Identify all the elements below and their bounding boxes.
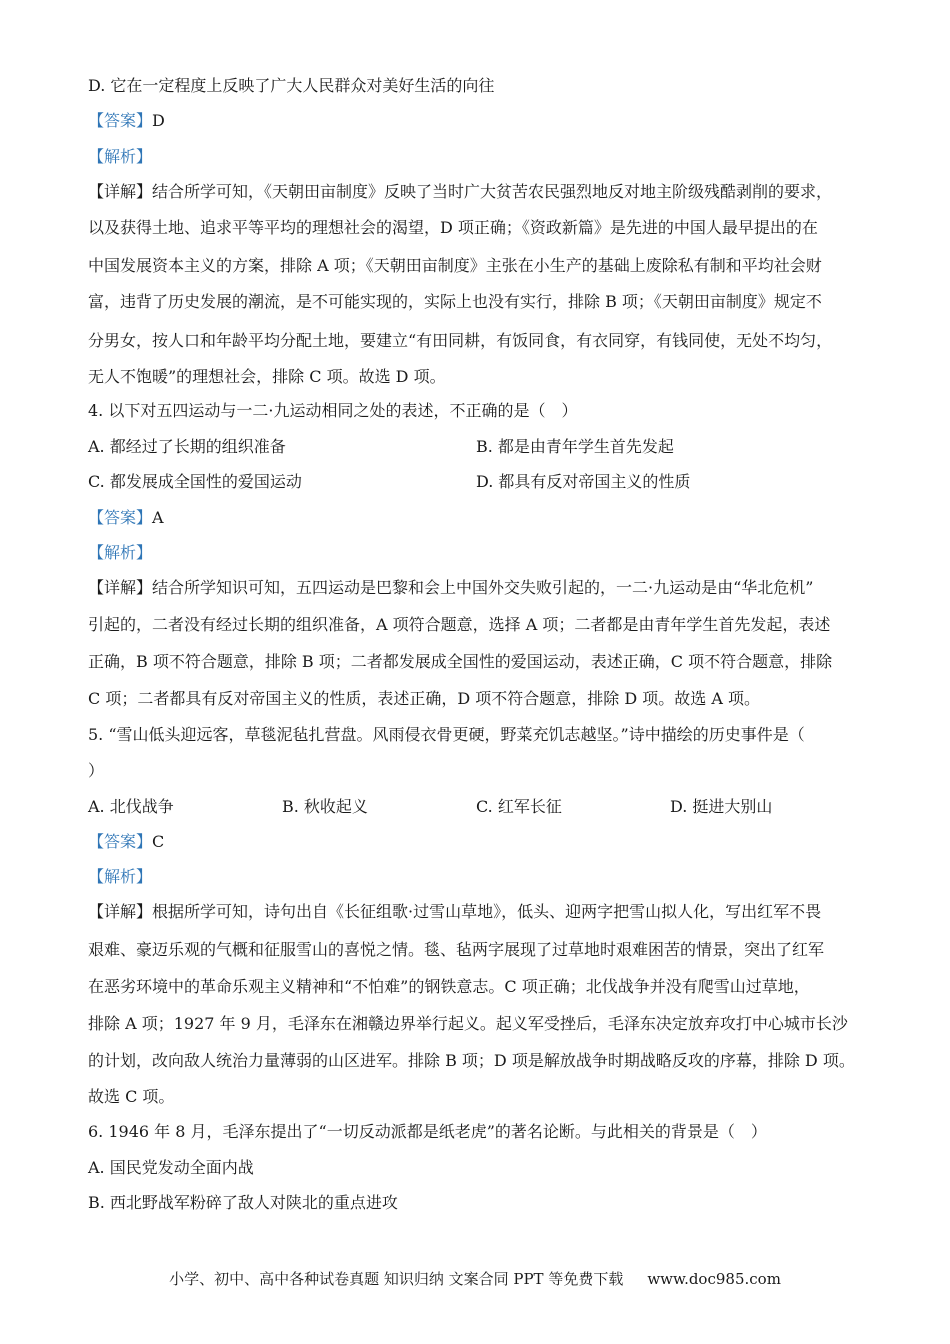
answer-tag: 【答案】 bbox=[88, 111, 153, 130]
q3-detail-line: 富，违背了历史发展的潮流，是不可能实现的，实际上也没有实行，排除 B 项；《天朝田亩制度》规定不 bbox=[88, 292, 822, 311]
q5-option-a: A. 北伐战争 bbox=[88, 797, 174, 816]
answer-tag: 【答案】 bbox=[88, 832, 153, 851]
q4-detail-line: 正确，B 项不符合题意，排除 B 项；二者都发展成全国性的爱国运动，表述正确，C 项不符合题意，排除 bbox=[88, 652, 833, 671]
q4-answer bbox=[88, 508, 878, 528]
q5-detail-line: 艰难、豪迈乐观的气概和征服雪山的喜悦之情。毯、毡两字展现了过草地时艰难困苦的情景，突出了红军 bbox=[88, 940, 825, 959]
q5-option-b: B. 秋收起义 bbox=[282, 797, 368, 816]
detail-tag: 【详解】 bbox=[88, 902, 153, 921]
q3-detail-line: 以及获得土地、追求平等平均的理想社会的渴望，D 项正确；《资政新篇》是先进的中国人最早提出的在 bbox=[88, 218, 818, 237]
detail-text: 结合所学可知，《天朝田亩制度》反映了当时广大贫苦农民强烈地反对地主阶级残酷剥削的要求， bbox=[152, 182, 833, 201]
q3-answer bbox=[88, 111, 878, 131]
q5-detail-line bbox=[88, 902, 878, 922]
detail-text: 根据所学可知，诗句出自《长征组歌·过雪山草地》，低头、迎两字把雪山拟人化，写出红军不畏 bbox=[152, 902, 822, 921]
q3-detail-line bbox=[88, 182, 878, 202]
detail-text: 结合所学知识可知，五四运动是巴黎和会上中国外交失败引起的，一二·九运动是由“华北危机” bbox=[152, 578, 814, 597]
answer-value: D bbox=[152, 111, 165, 130]
footer-text: 小学、初中、高中各种试卷真题 知识归纳 文案合同 PPT 等免费下载 bbox=[169, 1270, 624, 1288]
q4-option-d: D. 都具有反对帝国主义的性质 bbox=[476, 472, 691, 491]
answer-value: C bbox=[152, 832, 165, 851]
q5-option-c: C. 红军长征 bbox=[476, 797, 562, 816]
q4-option-b: B. 都是由青年学生首先发起 bbox=[476, 437, 674, 456]
q6-stem: 6. 1946 年 8 月，毛泽东提出了“一切反动派都是纸老虎”的著名论断。与此相关的背景是（ ） bbox=[88, 1122, 767, 1141]
detail-tag: 【详解】 bbox=[88, 182, 153, 201]
q3-detail-line: 无人不饱暖”的理想社会，排除 C 项。故选 D 项。 bbox=[88, 367, 446, 386]
q6-option-a: A. 国民党发动全面内战 bbox=[88, 1158, 254, 1177]
q4-analysis-tag: 【解析】 bbox=[88, 543, 153, 562]
q5-detail-line: 排除 A 项；1927 年 9 月，毛泽东在湘赣边界举行起义。起义军受挫后，毛泽东决定放弃攻打中心城市长沙 bbox=[88, 1014, 848, 1033]
q5-stem-cont: ） bbox=[88, 761, 105, 780]
q5-detail-line: 在恶劣环境中的革命乐观主义精神和“不怕难”的钢铁意志。C 项正确；北伐战争并没有爬雪山过草地， bbox=[88, 977, 810, 996]
q6-option-b: B. 西北野战军粉碎了敌人对陕北的重点进攻 bbox=[88, 1193, 398, 1212]
q4-detail-line: C 项；二者都具有反对帝国主义的性质，表述正确，D 项不符合题意，排除 D 项。故选 A 项。 bbox=[88, 689, 760, 708]
q5-analysis-tag: 【解析】 bbox=[88, 867, 153, 886]
q4-option-c: C. 都发展成全国性的爱国运动 bbox=[88, 472, 302, 491]
q3-detail-line: 分男女，按人口和年龄平均分配土地，要建立“有田同耕，有饭同食，有衣同穿，有钱同使，无处不均匀， bbox=[88, 331, 833, 350]
answer-value: A bbox=[152, 508, 164, 527]
detail-tag: 【详解】 bbox=[88, 578, 153, 597]
q4-detail-line bbox=[88, 578, 878, 598]
footer-url[interactable]: www.doc985.com bbox=[647, 1270, 781, 1288]
q5-detail-line: 的计划，改向敌人统治力量薄弱的山区进军。排除 B 项；D 项是解放战争时期战略反攻的序幕，排除 D 项。 bbox=[88, 1051, 855, 1070]
q5-option-d: D. 挺进大别山 bbox=[670, 797, 773, 816]
q5-answer bbox=[88, 832, 878, 852]
q3-option-d: D. 它在一定程度上反映了广大人民群众对美好生活的向往 bbox=[88, 76, 495, 95]
q5-stem: 5. “雪山低头迎远客，草毯泥毡扎营盘。风雨侵衣骨更硬，野菜充饥志越坚。”诗中描绘的历史事件是（ bbox=[88, 725, 805, 744]
q4-option-a: A. 都经过了长期的组织准备 bbox=[88, 437, 286, 456]
q3-detail-line: 中国发展资本主义的方案，排除 A 项；《天朝田亩制度》主张在小生产的基础上废除私有制和平均社会财 bbox=[88, 256, 822, 275]
q4-detail-line: 引起的，二者没有经过长期的组织准备，A 项符合题意，选择 A 项；二者都是由青年学生首先发起，表述 bbox=[88, 615, 831, 634]
q5-detail-line: 故选 C 项。 bbox=[88, 1087, 175, 1106]
q3-analysis-tag: 【解析】 bbox=[88, 147, 153, 166]
page-footer bbox=[0, 1269, 950, 1289]
answer-tag: 【答案】 bbox=[88, 508, 153, 527]
q4-stem: 4. 以下对五四运动与一二·九运动相同之处的表述，不正确的是（ ） bbox=[88, 401, 578, 420]
